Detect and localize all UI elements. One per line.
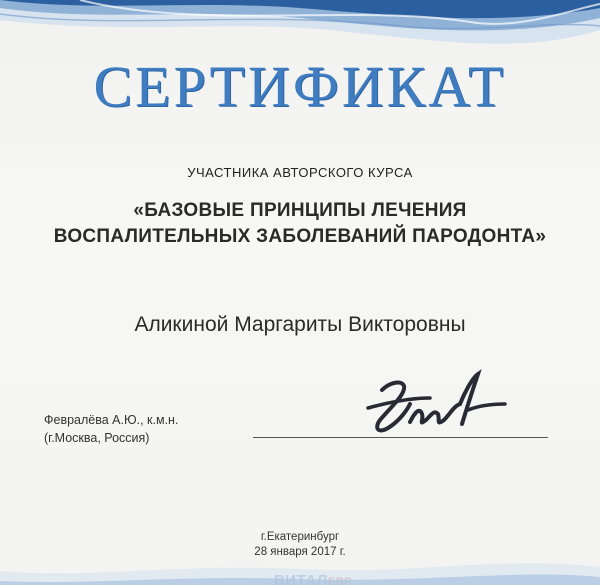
course-name (0, 198, 600, 250)
signer-location: (г.Москва, Россия) (44, 431, 150, 445)
handwritten-signature (360, 368, 510, 448)
issue-date: 28 января 2017 г. (254, 546, 346, 558)
issue-city: г.Екатеринбург (260, 531, 340, 543)
course-name-line-1: «БАЗОВЫЕ ПРИНЦИПЫ ЛЕЧЕНИЯ (133, 200, 467, 221)
signer-block (44, 411, 178, 447)
signer-name: Февралёва А.Ю., к.м.н. (44, 413, 179, 427)
decorative-bottom-waves (0, 545, 600, 585)
certificate-title: СЕРТИФИКАТ (93, 54, 507, 119)
recipient-name: Аликиной Маргариты Викторовны (134, 313, 466, 336)
certificate-subtitle: УЧАСТНИКА АВТОРСКОГО КУРСА (187, 165, 413, 180)
course-name-line-2: ВОСПАЛИТЕЛЬНЫХ ЗАБОЛЕВАНИЙ ПАРОДОНТА» (53, 226, 547, 247)
